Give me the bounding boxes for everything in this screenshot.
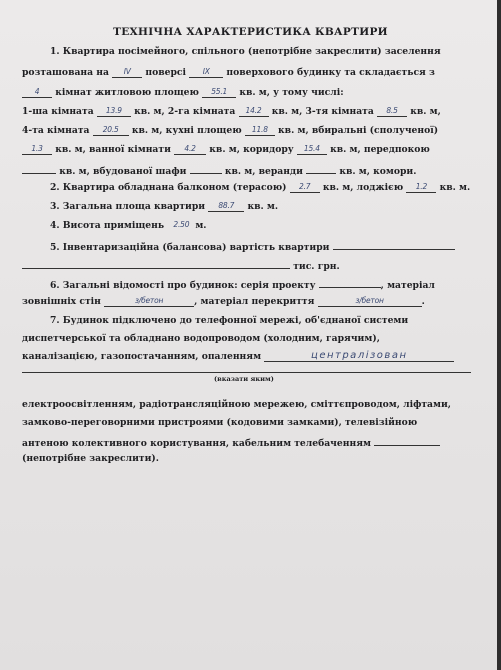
section-5-line-2 xyxy=(22,258,340,273)
text: замково-переговорними пристроями (кодовими замками), телевізійною xyxy=(22,417,418,428)
walls-material-field[interactable] xyxy=(104,296,194,307)
note-specify: (вказати яким) xyxy=(214,375,274,383)
text: кв. м, 2-га кімната xyxy=(134,106,236,117)
kitchen-field[interactable] xyxy=(245,125,275,136)
section-4-line xyxy=(50,220,207,232)
room3-value: 8.5 xyxy=(386,106,398,115)
section-6-line-1 xyxy=(50,277,435,292)
section-6-line-2: зовнішніх стін з/бетон , матеріал перекриття з/бетон . xyxy=(22,296,425,307)
bath-field[interactable] xyxy=(174,144,206,155)
text: 1. Квартира посімейного, спільного (непотрібне закреслити) заселення xyxy=(50,46,441,57)
text: електроосвітленням, радіотрансляційною мережею, сміттєпроводом, ліфтами, xyxy=(22,399,452,410)
text: поверхового будинку та складається з xyxy=(226,67,435,78)
section-2-line xyxy=(50,182,470,194)
room3-field[interactable] xyxy=(377,106,407,117)
section-7-line-5 xyxy=(22,417,417,429)
text: диспетчерської та обладнано водопроводом (холодним, гарячим), xyxy=(22,333,380,344)
text: розташована на xyxy=(22,67,109,78)
text: тис. грн. xyxy=(293,261,340,272)
corridor-value: 15.4 xyxy=(303,144,320,153)
cable-tv-field[interactable] xyxy=(374,435,440,446)
section-7-line-2 xyxy=(22,333,380,345)
hallway-field[interactable] xyxy=(22,163,56,174)
room1-value: 13.9 xyxy=(105,106,122,115)
height-field[interactable] xyxy=(167,220,195,230)
document-title: ТЕХНІЧНА ХАРАКТЕРИСТИКА КВАРТИРИ xyxy=(113,26,388,38)
text: кв. м, лоджією xyxy=(322,182,404,193)
section-1-line-1 xyxy=(50,46,441,58)
text: 2. Квартира обладнана балконом (терасою) xyxy=(50,182,287,193)
section-7-line-6 xyxy=(22,435,440,450)
walls-material-value: з/бетон xyxy=(134,296,164,305)
floor-field[interactable] xyxy=(112,67,142,78)
room2-value: 14.2 xyxy=(245,106,262,115)
section-1-line-5 xyxy=(22,125,438,137)
section-5-line-1 xyxy=(50,239,455,254)
section-1-line-3 xyxy=(22,87,344,99)
corridor-field[interactable] xyxy=(297,144,327,155)
project-series-field[interactable] xyxy=(319,277,381,288)
text: поверсі xyxy=(145,67,186,78)
section-7-line-3 xyxy=(22,351,454,363)
section-3-line xyxy=(50,201,278,213)
section-7-line-4 xyxy=(22,399,451,411)
text: кв. м, кухні площею xyxy=(131,125,242,136)
floors-total-field[interactable] xyxy=(189,67,223,78)
floor-value: IV xyxy=(123,67,131,76)
veranda-field[interactable] xyxy=(306,163,336,174)
rooms-value: 4 xyxy=(34,87,40,96)
text: каналізацією, газопостачанням, опаленням xyxy=(22,351,262,362)
balcony-field[interactable] xyxy=(290,182,320,193)
text: 1-ша кімната xyxy=(22,106,94,117)
text: кв. м. xyxy=(247,201,279,212)
text: 5. Інвентаризаційна (балансова) вартість квартири xyxy=(50,242,330,253)
text: кв. м, xyxy=(410,106,441,117)
room2-field[interactable] xyxy=(239,106,269,117)
text: кв. м, комори. xyxy=(339,166,417,177)
text: , матеріал xyxy=(380,280,435,291)
total-area-field[interactable] xyxy=(208,201,244,212)
text: кв. м, веранди xyxy=(224,166,303,177)
text: м. xyxy=(195,220,207,231)
text: антеною колективного користування, кабельним телебаченням xyxy=(22,438,371,449)
living-area-field[interactable] xyxy=(202,87,236,98)
balcony-value: 2.7 xyxy=(299,182,311,191)
section-1-line-2 xyxy=(22,67,435,79)
fill-line xyxy=(22,372,471,373)
section-7-line-7 xyxy=(22,453,159,465)
section-1-line-7 xyxy=(22,163,416,178)
text: кв. м. xyxy=(439,182,471,193)
text: кв. м, передпокою xyxy=(330,144,430,155)
section-1-line-6 xyxy=(22,144,430,156)
floors-material-value: з/бетон xyxy=(355,296,384,305)
kitchen-value: 11.8 xyxy=(251,125,268,134)
loggia-value: 1.2 xyxy=(415,182,428,191)
height-value: 2.50 xyxy=(173,220,190,229)
text: зовнішніх стін xyxy=(22,296,101,307)
text: (непотрібне закреслити). xyxy=(22,453,159,464)
text: кв. м, вбудованої шафи xyxy=(59,166,187,177)
floors-total-value: IX xyxy=(202,67,210,76)
floors-material-field[interactable] xyxy=(318,296,422,307)
text: кв. м, у тому числі: xyxy=(239,87,344,98)
section-1-line-4 xyxy=(22,106,441,118)
text: 7. Будинок підключено до телефонної мережі, об'єднаної системи xyxy=(50,315,409,326)
text: кімнат житловою площею xyxy=(55,87,199,98)
text: 4-та кімната xyxy=(22,125,90,136)
text: 4. Висота приміщень xyxy=(50,220,165,231)
text: кв. м, вбиральні (сполученої) xyxy=(278,125,439,136)
bath-value: 4.2 xyxy=(184,144,196,153)
inventory-value-field[interactable] xyxy=(333,239,455,250)
loggia-field[interactable] xyxy=(406,182,436,193)
room1-field[interactable] xyxy=(97,106,131,117)
rooms-field[interactable] xyxy=(22,87,52,98)
wardrobe-field[interactable] xyxy=(190,163,222,174)
total-area-value: 88.7 xyxy=(218,201,235,210)
toilet-field[interactable] xyxy=(22,144,52,155)
text: кв. м, коридору xyxy=(209,144,294,155)
text: кв. м, ванної кімнати xyxy=(55,144,171,155)
room4-field[interactable] xyxy=(93,125,129,136)
room4-value: 20.5 xyxy=(102,125,119,134)
section-7-line-1 xyxy=(50,315,408,327)
heating-value: централізован xyxy=(311,350,408,361)
toilet-value: 1.3 xyxy=(31,144,43,153)
heating-field[interactable] xyxy=(264,351,454,362)
text: кв. м, 3-тя кімната xyxy=(271,106,374,117)
text: 6. Загальні відомості про будинок: серія проекту xyxy=(50,280,316,291)
inventory-value-field-2[interactable] xyxy=(22,258,290,269)
living-area-value: 55.1 xyxy=(211,87,228,96)
text: 3. Загальна площа квартири xyxy=(50,201,206,212)
text: , матеріал перекриття xyxy=(194,296,315,307)
